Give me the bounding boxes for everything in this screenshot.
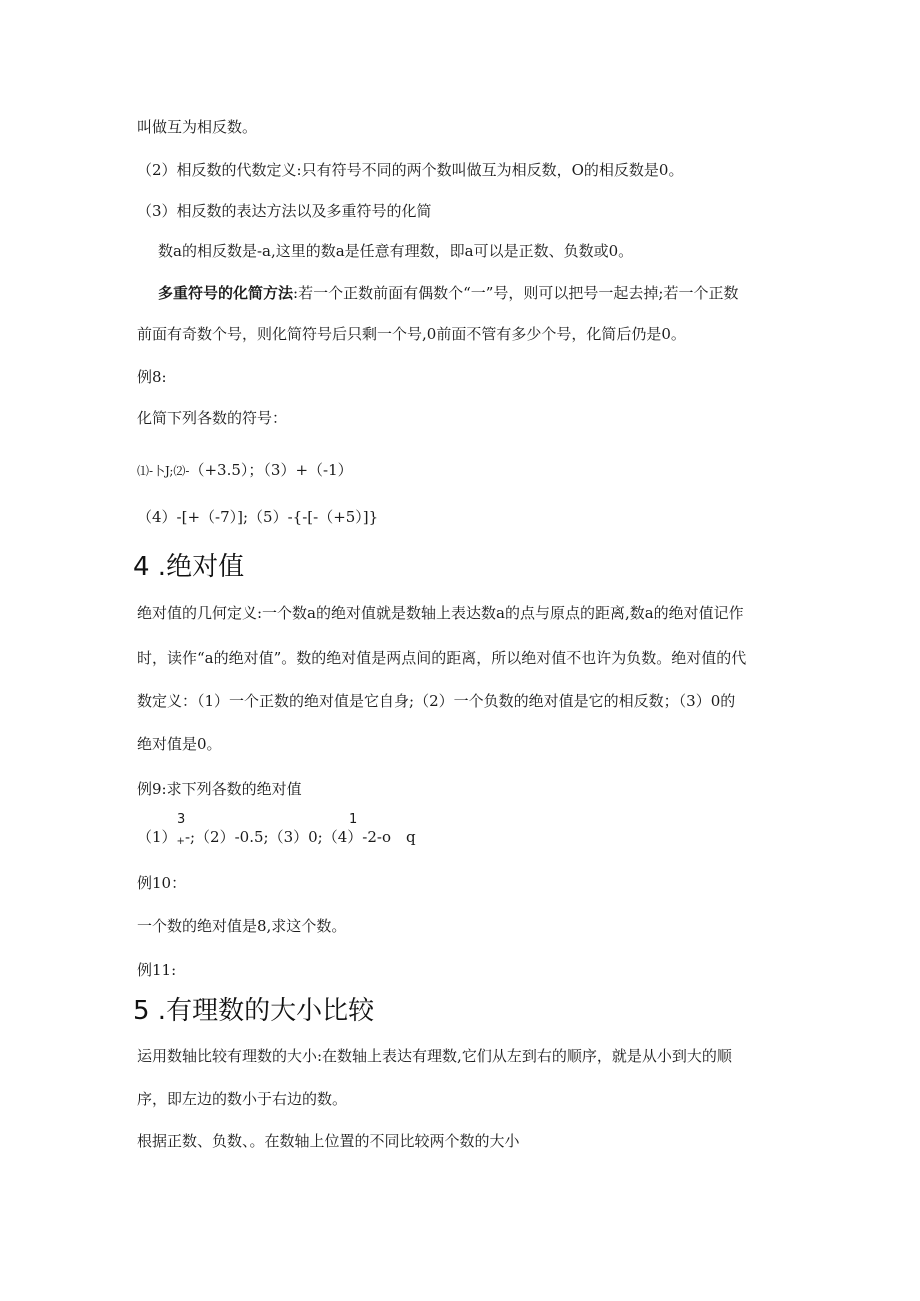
paragraph-line: 根据正数、负数、。在数轴上位置的不同比较两个数的大小: [137, 1132, 520, 1150]
section-heading: 5 .有理数的大小比较: [133, 996, 375, 1026]
example-label: 例8:: [137, 368, 167, 386]
paragraph-line: 序，即左边的数小于右边的数。: [137, 1090, 348, 1108]
paragraph-line: 叫做互为相反数。: [137, 118, 258, 136]
example-label: 例11:: [137, 961, 177, 979]
bold-term: 多重符号的化简方法: [158, 284, 294, 302]
expression-part: ⑴-卜J;⑵-: [137, 464, 190, 478]
expression-part: （1）: [137, 828, 177, 846]
fraction-numerator: 1: [349, 812, 358, 827]
example-expression: （4）-[+（-7）];（5）-{-[-（+5）]}: [137, 508, 379, 526]
example-expression: [137, 460, 353, 481]
paragraph-line: （3）相反数的表达方法以及多重符号的化简: [137, 202, 432, 220]
section-heading: 4 .绝对值: [133, 552, 245, 582]
paragraph-line: 时，读作“a的绝对值”。数的绝对值是两点间的距离，所以绝对值不也许为负数。绝对值的代: [137, 649, 747, 667]
example-label: 例9:求下列各数的绝对值: [137, 780, 302, 798]
paragraph-line: [158, 283, 738, 303]
paragraph-line: 绝对值是0。: [137, 735, 222, 753]
paragraph-line: 数a的相反数是-a,这里的数a是任意有理数，即a可以是正数、负数或0。: [158, 242, 634, 260]
expression-sign: +: [176, 836, 185, 847]
paragraph-line: 前面有奇数个号，则化简符号后只剩一个号,0前面不管有多少个号，化简后仍是0。: [137, 325, 686, 343]
expression-part: -;（2）-0.5;（3）0;（4）-2-o q: [184, 828, 416, 846]
fraction-numerator: 3: [177, 812, 186, 827]
example-prompt: 化简下列各数的符号：: [137, 409, 288, 427]
paragraph-line: 数定义：（1）一个正数的绝对值是它自身;（2）一个负数的绝对值是它的相反数；（3）0的: [137, 692, 736, 710]
paragraph-line: 运用数轴比较有理数的大小:在数轴上表达有理数,它们从左到右的顺序，就是从小到大的顺: [137, 1047, 732, 1065]
paragraph-line: 一个数的绝对值是8,求这个数。: [137, 917, 347, 935]
expression-part: （+3.5）；（3）+（-1）: [189, 461, 353, 479]
paragraph-line: 绝对值的几何定义:一个数a的绝对值就是数轴上表达数a的点与原点的距离,数a的绝对值记作: [137, 604, 744, 622]
paragraph-line: （2）相反数的代数定义:只有符号不同的两个数叫做互为相反数，O的相反数是0。: [137, 161, 684, 179]
paragraph-text: :若一个正数前面有偶数个“一”号，则可以把号一起去掉;若一个正数: [293, 284, 739, 302]
example-expression: [137, 827, 416, 852]
example-label: 例10：: [137, 874, 187, 892]
